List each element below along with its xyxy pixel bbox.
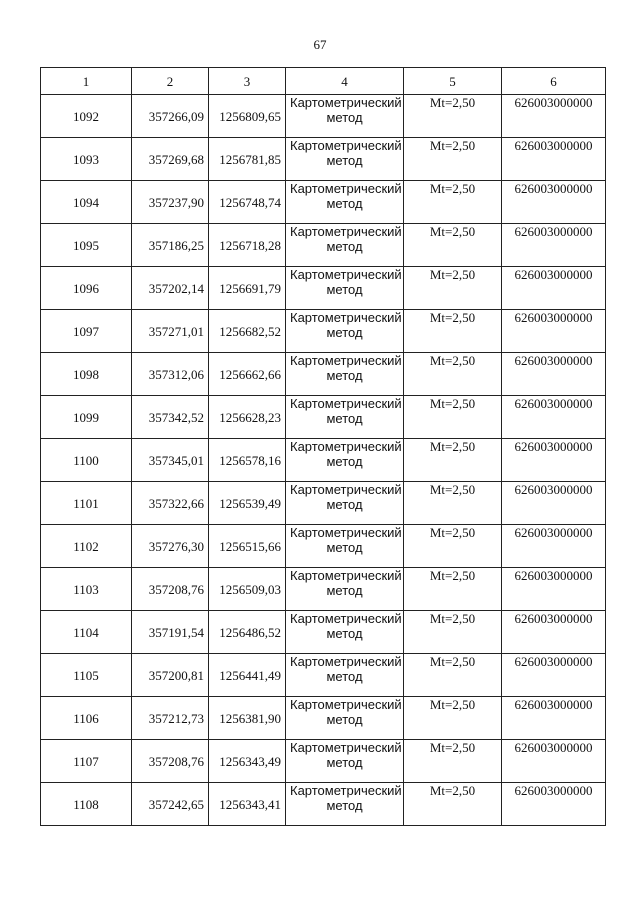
x-coordinate-cell: 357345,01 (132, 439, 209, 482)
x-coordinate-cell: 357312,06 (132, 353, 209, 396)
code-cell: 626003000000 (502, 783, 606, 826)
point-number-cell: 1106 (41, 697, 132, 740)
table-row (41, 568, 606, 611)
table-row (41, 439, 606, 482)
table-row (41, 396, 606, 439)
y-coordinate-cell: 1256628,23 (209, 396, 286, 439)
point-number-cell: 1097 (41, 310, 132, 353)
method-cell: Картометрический метод (286, 267, 404, 310)
y-coordinate-cell: 1256441,49 (209, 654, 286, 697)
y-coordinate-cell: 1256748,74 (209, 181, 286, 224)
x-coordinate-cell: 357208,76 (132, 568, 209, 611)
point-number-cell: 1102 (41, 525, 132, 568)
table-row (41, 740, 606, 783)
accuracy-cell: Mt=2,50 (404, 568, 502, 611)
point-number-cell: 1107 (41, 740, 132, 783)
column-header: 2 (132, 68, 209, 95)
accuracy-cell: Mt=2,50 (404, 353, 502, 396)
x-coordinate-cell: 357186,25 (132, 224, 209, 267)
method-cell: Картометрический метод (286, 783, 404, 826)
accuracy-cell: Mt=2,50 (404, 396, 502, 439)
method-cell: Картометрический метод (286, 439, 404, 482)
code-cell: 626003000000 (502, 482, 606, 525)
accuracy-cell: Mt=2,50 (404, 310, 502, 353)
accuracy-cell: Mt=2,50 (404, 482, 502, 525)
coordinates-table (40, 67, 606, 826)
point-number-cell: 1105 (41, 654, 132, 697)
method-cell: Картометрический метод (286, 353, 404, 396)
method-cell: Картометрический метод (286, 95, 404, 138)
method-cell: Картометрический метод (286, 740, 404, 783)
code-cell: 626003000000 (502, 396, 606, 439)
x-coordinate-cell: 357342,52 (132, 396, 209, 439)
point-number-cell: 1092 (41, 95, 132, 138)
table-row (41, 310, 606, 353)
accuracy-cell: Mt=2,50 (404, 783, 502, 826)
accuracy-cell: Mt=2,50 (404, 181, 502, 224)
accuracy-cell: Mt=2,50 (404, 654, 502, 697)
method-cell: Картометрический метод (286, 396, 404, 439)
accuracy-cell: Mt=2,50 (404, 138, 502, 181)
y-coordinate-cell: 1256515,66 (209, 525, 286, 568)
x-coordinate-cell: 357200,81 (132, 654, 209, 697)
code-cell: 626003000000 (502, 353, 606, 396)
accuracy-cell: Mt=2,50 (404, 611, 502, 654)
y-coordinate-cell: 1256539,49 (209, 482, 286, 525)
accuracy-cell: Mt=2,50 (404, 267, 502, 310)
table-row (41, 95, 606, 138)
table-row (41, 267, 606, 310)
column-header: 5 (404, 68, 502, 95)
column-header: 6 (502, 68, 606, 95)
method-cell: Картометрический метод (286, 310, 404, 353)
point-number-cell: 1095 (41, 224, 132, 267)
x-coordinate-cell: 357202,14 (132, 267, 209, 310)
x-coordinate-cell: 357208,76 (132, 740, 209, 783)
column-header: 4 (286, 68, 404, 95)
accuracy-cell: Mt=2,50 (404, 525, 502, 568)
code-cell: 626003000000 (502, 740, 606, 783)
accuracy-cell: Mt=2,50 (404, 224, 502, 267)
table-row (41, 482, 606, 525)
point-number-cell: 1104 (41, 611, 132, 654)
y-coordinate-cell: 1256682,52 (209, 310, 286, 353)
code-cell: 626003000000 (502, 310, 606, 353)
point-number-cell: 1093 (41, 138, 132, 181)
code-cell: 626003000000 (502, 95, 606, 138)
method-cell: Картометрический метод (286, 654, 404, 697)
method-cell: Картометрический метод (286, 525, 404, 568)
point-number-cell: 1094 (41, 181, 132, 224)
code-cell: 626003000000 (502, 525, 606, 568)
code-cell: 626003000000 (502, 181, 606, 224)
point-number-cell: 1103 (41, 568, 132, 611)
point-number-cell: 1108 (41, 783, 132, 826)
y-coordinate-cell: 1256691,79 (209, 267, 286, 310)
table-row (41, 138, 606, 181)
code-cell: 626003000000 (502, 697, 606, 740)
code-cell: 626003000000 (502, 224, 606, 267)
accuracy-cell: Mt=2,50 (404, 697, 502, 740)
method-cell: Картометрический метод (286, 697, 404, 740)
column-header: 3 (209, 68, 286, 95)
method-cell: Картометрический метод (286, 224, 404, 267)
method-cell: Картометрический метод (286, 611, 404, 654)
point-number-cell: 1096 (41, 267, 132, 310)
y-coordinate-cell: 1256343,41 (209, 783, 286, 826)
x-coordinate-cell: 357266,09 (132, 95, 209, 138)
x-coordinate-cell: 357242,65 (132, 783, 209, 826)
y-coordinate-cell: 1256718,28 (209, 224, 286, 267)
x-coordinate-cell: 357276,30 (132, 525, 209, 568)
x-coordinate-cell: 357269,68 (132, 138, 209, 181)
page-number: 67 (313, 37, 327, 52)
y-coordinate-cell: 1256662,66 (209, 353, 286, 396)
code-cell: 626003000000 (502, 138, 606, 181)
method-cell: Картометрический метод (286, 568, 404, 611)
table-body (41, 68, 606, 826)
column-header: 1 (41, 68, 132, 95)
y-coordinate-cell: 1256486,52 (209, 611, 286, 654)
table-row (41, 353, 606, 396)
table-row (41, 224, 606, 267)
table-row (41, 525, 606, 568)
accuracy-cell: Mt=2,50 (404, 439, 502, 482)
y-coordinate-cell: 1256381,90 (209, 697, 286, 740)
code-cell: 626003000000 (502, 611, 606, 654)
code-cell: 626003000000 (502, 568, 606, 611)
code-cell: 626003000000 (502, 439, 606, 482)
x-coordinate-cell: 357212,73 (132, 697, 209, 740)
y-coordinate-cell: 1256781,85 (209, 138, 286, 181)
y-coordinate-cell: 1256578,16 (209, 439, 286, 482)
method-cell: Картометрический метод (286, 482, 404, 525)
code-cell: 626003000000 (502, 654, 606, 697)
x-coordinate-cell: 357191,54 (132, 611, 209, 654)
point-number-cell: 1101 (41, 482, 132, 525)
table-row (41, 611, 606, 654)
point-number-cell: 1100 (41, 439, 132, 482)
code-cell: 626003000000 (502, 267, 606, 310)
method-cell: Картометрический метод (286, 138, 404, 181)
y-coordinate-cell: 1256343,49 (209, 740, 286, 783)
x-coordinate-cell: 357271,01 (132, 310, 209, 353)
table-row (41, 783, 606, 826)
x-coordinate-cell: 357237,90 (132, 181, 209, 224)
point-number-cell: 1099 (41, 396, 132, 439)
table-header-row (41, 68, 606, 95)
accuracy-cell: Mt=2,50 (404, 95, 502, 138)
method-cell: Картометрический метод (286, 181, 404, 224)
x-coordinate-cell: 357322,66 (132, 482, 209, 525)
table-row (41, 654, 606, 697)
table-row (41, 181, 606, 224)
y-coordinate-cell: 1256509,03 (209, 568, 286, 611)
point-number-cell: 1098 (41, 353, 132, 396)
accuracy-cell: Mt=2,50 (404, 740, 502, 783)
table-row (41, 697, 606, 740)
y-coordinate-cell: 1256809,65 (209, 95, 286, 138)
